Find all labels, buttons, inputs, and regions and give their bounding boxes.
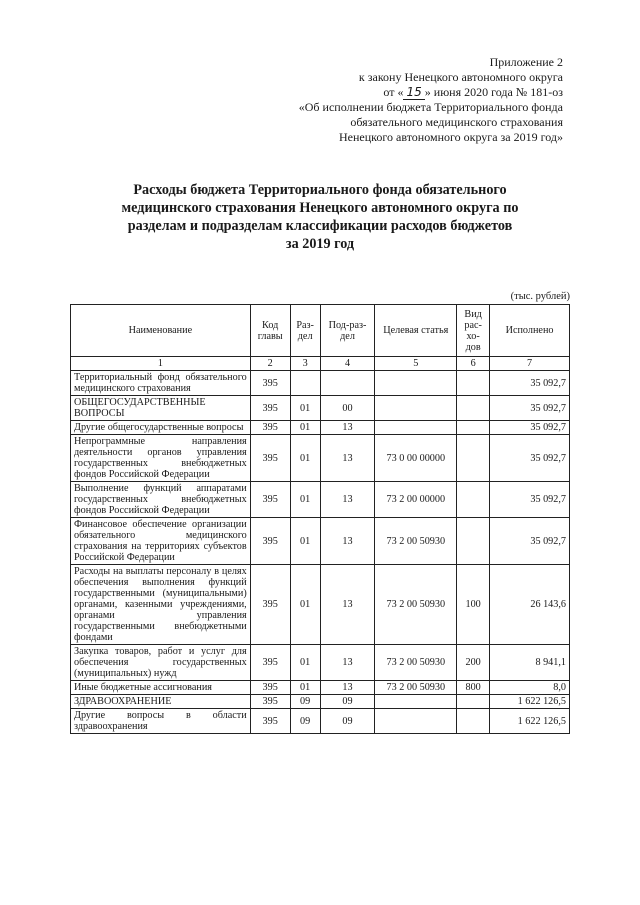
table-row: [71, 645, 570, 681]
col-number: 1: [71, 357, 251, 371]
header-target: Целевая статья: [375, 305, 457, 357]
row-amount: 35 092,7: [490, 518, 570, 565]
row-type: [457, 518, 490, 565]
row-type: [457, 709, 490, 734]
appendix-line-5: обязательного медицинского страхования: [350, 115, 563, 129]
appendix-line-4: «Об исполнении бюджета Территориального фонда: [298, 100, 563, 114]
appendix-header: [299, 55, 563, 145]
table-row: [71, 518, 570, 565]
row-section: 01: [290, 645, 320, 681]
row-type: 100: [457, 565, 490, 645]
row-target: 73 2 00 50930: [375, 518, 457, 565]
row-type: [457, 695, 490, 709]
row-name: Территориальный фонд обязательного медицинского страхования: [71, 371, 251, 396]
row-name: Выполнение функций аппаратами государственных внебюджетных фондов Российской Федерации: [71, 482, 251, 518]
row-subsection: [320, 371, 375, 396]
date-suffix: » июня 2020 года № 181-оз: [424, 85, 563, 99]
row-amount: 1 622 126,5: [490, 695, 570, 709]
row-section: 01: [290, 435, 320, 482]
row-subsection: 13: [320, 518, 375, 565]
table-row: [71, 371, 570, 396]
row-subsection: 13: [320, 435, 375, 482]
table-row: [71, 709, 570, 734]
document-title: [60, 181, 580, 253]
row-amount: 35 092,7: [490, 371, 570, 396]
row-target: [375, 695, 457, 709]
row-name: Непрограммные направления деятельности органов управления государственных внебюджетных фондов Российской Федерации: [71, 435, 251, 482]
handwritten-day: 15: [403, 85, 424, 100]
row-type: [457, 396, 490, 421]
row-section: 01: [290, 681, 320, 695]
row-code: 395: [250, 482, 290, 518]
col-number: 4: [320, 357, 375, 371]
row-amount: 35 092,7: [490, 435, 570, 482]
row-target: 73 2 00 50930: [375, 565, 457, 645]
row-target: 73 0 00 00000: [375, 435, 457, 482]
row-section: [290, 371, 320, 396]
row-subsection: 13: [320, 681, 375, 695]
expenses-table: [70, 304, 570, 734]
row-code: 395: [250, 695, 290, 709]
row-target: [375, 709, 457, 734]
header-amount: Исполнено: [490, 305, 570, 357]
row-subsection: 13: [320, 565, 375, 645]
table-row: [71, 421, 570, 435]
col-number: 2: [250, 357, 290, 371]
row-amount: 35 092,7: [490, 396, 570, 421]
row-type: [457, 371, 490, 396]
header-type: Вид рас-хо-дов: [457, 305, 490, 357]
row-name: Иные бюджетные ассигнования: [71, 681, 251, 695]
row-amount: 26 143,6: [490, 565, 570, 645]
row-type: [457, 482, 490, 518]
row-subsection: 13: [320, 421, 375, 435]
header-section: Раз-дел: [290, 305, 320, 357]
row-target: [375, 396, 457, 421]
row-type: 200: [457, 645, 490, 681]
row-code: 395: [250, 681, 290, 695]
row-amount: 35 092,7: [490, 482, 570, 518]
row-section: 01: [290, 565, 320, 645]
row-name: ЗДРАВООХРАНЕНИЕ: [71, 695, 251, 709]
row-code: 395: [250, 371, 290, 396]
row-subsection: 00: [320, 396, 375, 421]
row-code: 395: [250, 565, 290, 645]
appendix-line-6: Ненецкого автономного округа за 2019 год»: [339, 130, 563, 144]
col-number: 7: [490, 357, 570, 371]
row-name: Закупка товаров, работ и услуг для обеспечения государственных (муниципальных) нужд: [71, 645, 251, 681]
header-subsection: Под-раз-дел: [320, 305, 375, 357]
table-row: [71, 565, 570, 645]
row-name: ОБЩЕГОСУДАРСТВЕННЫЕ ВОПРОСЫ: [71, 396, 251, 421]
table-row: [71, 681, 570, 695]
row-amount: 1 622 126,5: [490, 709, 570, 734]
header-code: Код главы: [250, 305, 290, 357]
units-label: (тыс. рублей): [510, 291, 570, 302]
col-number: 3: [290, 357, 320, 371]
table-row: [71, 482, 570, 518]
row-code: 395: [250, 709, 290, 734]
row-type: [457, 435, 490, 482]
row-name: Расходы на выплаты персоналу в целях обеспечения выполнения функций государственными (муниципальными) органами, казенными учреждениями, органами управления государственными внебюджетными фондами: [71, 565, 251, 645]
table-row: [71, 695, 570, 709]
row-code: 395: [250, 435, 290, 482]
row-amount: 8 941,1: [490, 645, 570, 681]
col-number: 6: [457, 357, 490, 371]
row-section: 01: [290, 482, 320, 518]
row-code: 395: [250, 518, 290, 565]
header-name: Наименование: [71, 305, 251, 357]
row-target: 73 2 00 50930: [375, 681, 457, 695]
column-number-row: [71, 357, 570, 371]
row-name: Финансовое обеспечение организации обязательного медицинского страхования на территориях субъектов Российской Федерации: [71, 518, 251, 565]
row-type: [457, 421, 490, 435]
row-code: 395: [250, 396, 290, 421]
header-row: [71, 305, 570, 357]
row-target: 73 2 00 00000: [375, 482, 457, 518]
row-name: Другие общегосударственные вопросы: [71, 421, 251, 435]
row-section: 01: [290, 518, 320, 565]
row-amount: 35 092,7: [490, 421, 570, 435]
date-prefix: от «: [383, 85, 404, 99]
row-code: 395: [250, 421, 290, 435]
title-line-3: разделам и подразделам классификации расходов бюджетов: [127, 218, 513, 234]
title-line-4: за 2019 год: [285, 236, 355, 252]
appendix-date-line: [299, 85, 563, 100]
table-row: [71, 435, 570, 482]
row-section: 01: [290, 421, 320, 435]
row-name: Другие вопросы в области здравоохранения: [71, 709, 251, 734]
row-section: 01: [290, 396, 320, 421]
row-target: 73 2 00 50930: [375, 645, 457, 681]
appendix-line-1: Приложение 2: [489, 55, 563, 69]
appendix-line-2: к закону Ненецкого автономного округа: [358, 70, 563, 84]
row-subsection: 09: [320, 709, 375, 734]
title-line-2: медицинского страхования Ненецкого автономного округа по: [121, 200, 519, 216]
row-section: 09: [290, 695, 320, 709]
row-code: 395: [250, 645, 290, 681]
row-target: [375, 371, 457, 396]
table-row: [71, 396, 570, 421]
row-subsection: 13: [320, 645, 375, 681]
row-subsection: 13: [320, 482, 375, 518]
col-number: 5: [375, 357, 457, 371]
row-section: 09: [290, 709, 320, 734]
row-amount: 8,0: [490, 681, 570, 695]
row-target: [375, 421, 457, 435]
row-type: 800: [457, 681, 490, 695]
title-line-1: Расходы бюджета Территориального фонда обязательного: [133, 182, 507, 198]
row-subsection: 09: [320, 695, 375, 709]
